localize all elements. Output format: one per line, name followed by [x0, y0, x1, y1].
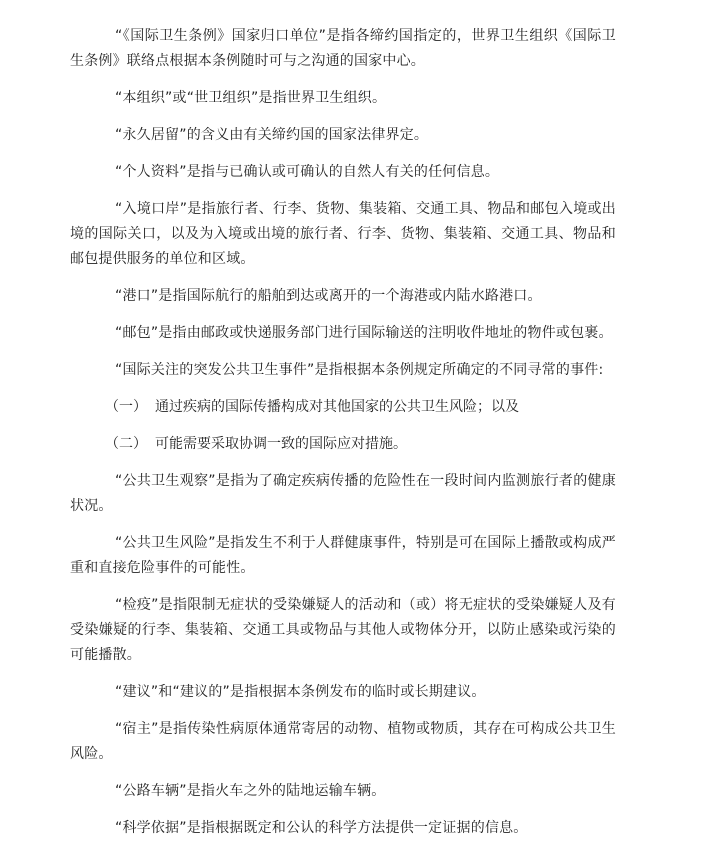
definition-public-health-observation: “公共卫生观察”是指为了确定疾病传播的危险性在一段时间内监测旅行者的健康状况。	[70, 473, 616, 514]
definition-reservoir: “宿主”是指传染性病原体通常寄居的动物、植物或物质，其存在可构成公共卫生风险。	[70, 721, 616, 762]
definition-national-focal-point: “《国际卫生条例》国家归口单位”是指各缔约国指定的，世界卫生组织《国际卫生条例》联络点根据本条例随时可与之沟通的国家中心。	[70, 28, 616, 69]
list-item	[70, 395, 616, 420]
list-item-text: 通过疾病的国际传播构成对其他国家的公共卫生风险；以及	[155, 399, 519, 415]
definition-postal-parcel: “邮包”是指由邮政或快递服务部门进行国际输送的注明收件地址的物件或包裹。	[115, 325, 613, 341]
definition-scientific-evidence: “科学依据”是指根据既定和公认的科学方法提供一定证据的信息。	[115, 820, 528, 836]
definition-recommendation: “建议”和“建议的”是指根据本条例发布的临时或长期建议。	[115, 684, 486, 700]
list-item-text: 可能需要采取协调一致的国际应对措施。	[155, 436, 407, 452]
definition-permanent-residence: “永久居留”的含义由有关缔约国的国家法律界定。	[115, 127, 429, 143]
definition-public-health-risk: “公共卫生风险”是指发生不利于人群健康事件，特别是可在国际上播散或构成严重和直接危险事件的可能性。	[70, 535, 616, 576]
definition-pheic: “国际关注的突发公共卫生事件”是指根据本条例规定所确定的不同寻常的事件:	[115, 362, 604, 378]
document-page	[70, 24, 616, 853]
definition-organization: “本组织”或“世卫组织”是指世界卫生组织。	[115, 90, 387, 106]
definition-personal-data: “个人资料”是指与已确认或可确认的自然人有关的任何信息。	[115, 164, 500, 180]
definition-quarantine: “检疫”是指限制无症状的受染嫌疑人的活动和（或）将无症状的受染嫌疑人及有受染嫌疑的行李、集装箱、交通工具或物品与其他人或物体分开，以防止感染或污染的可能播散。	[70, 597, 616, 663]
list-item-number: （二）	[105, 436, 147, 452]
definition-port: “港口”是指国际航行的船舶到达或离开的一个海港或内陆水路港口。	[115, 288, 542, 304]
definition-road-vehicle: “公路车辆”是指火车之外的陆地运输车辆。	[115, 783, 386, 799]
definition-point-of-entry: “入境口岸”是指旅行者、行李、货物、集装箱、交通工具、物品和邮包入境或出境的国际关口，以及为入境或出境的旅行者、行李、货物、集装箱、交通工具、物品和邮包提供服务的单位和区域。	[70, 201, 616, 267]
list-item-number: （一）	[105, 399, 147, 415]
list-item	[70, 432, 616, 457]
